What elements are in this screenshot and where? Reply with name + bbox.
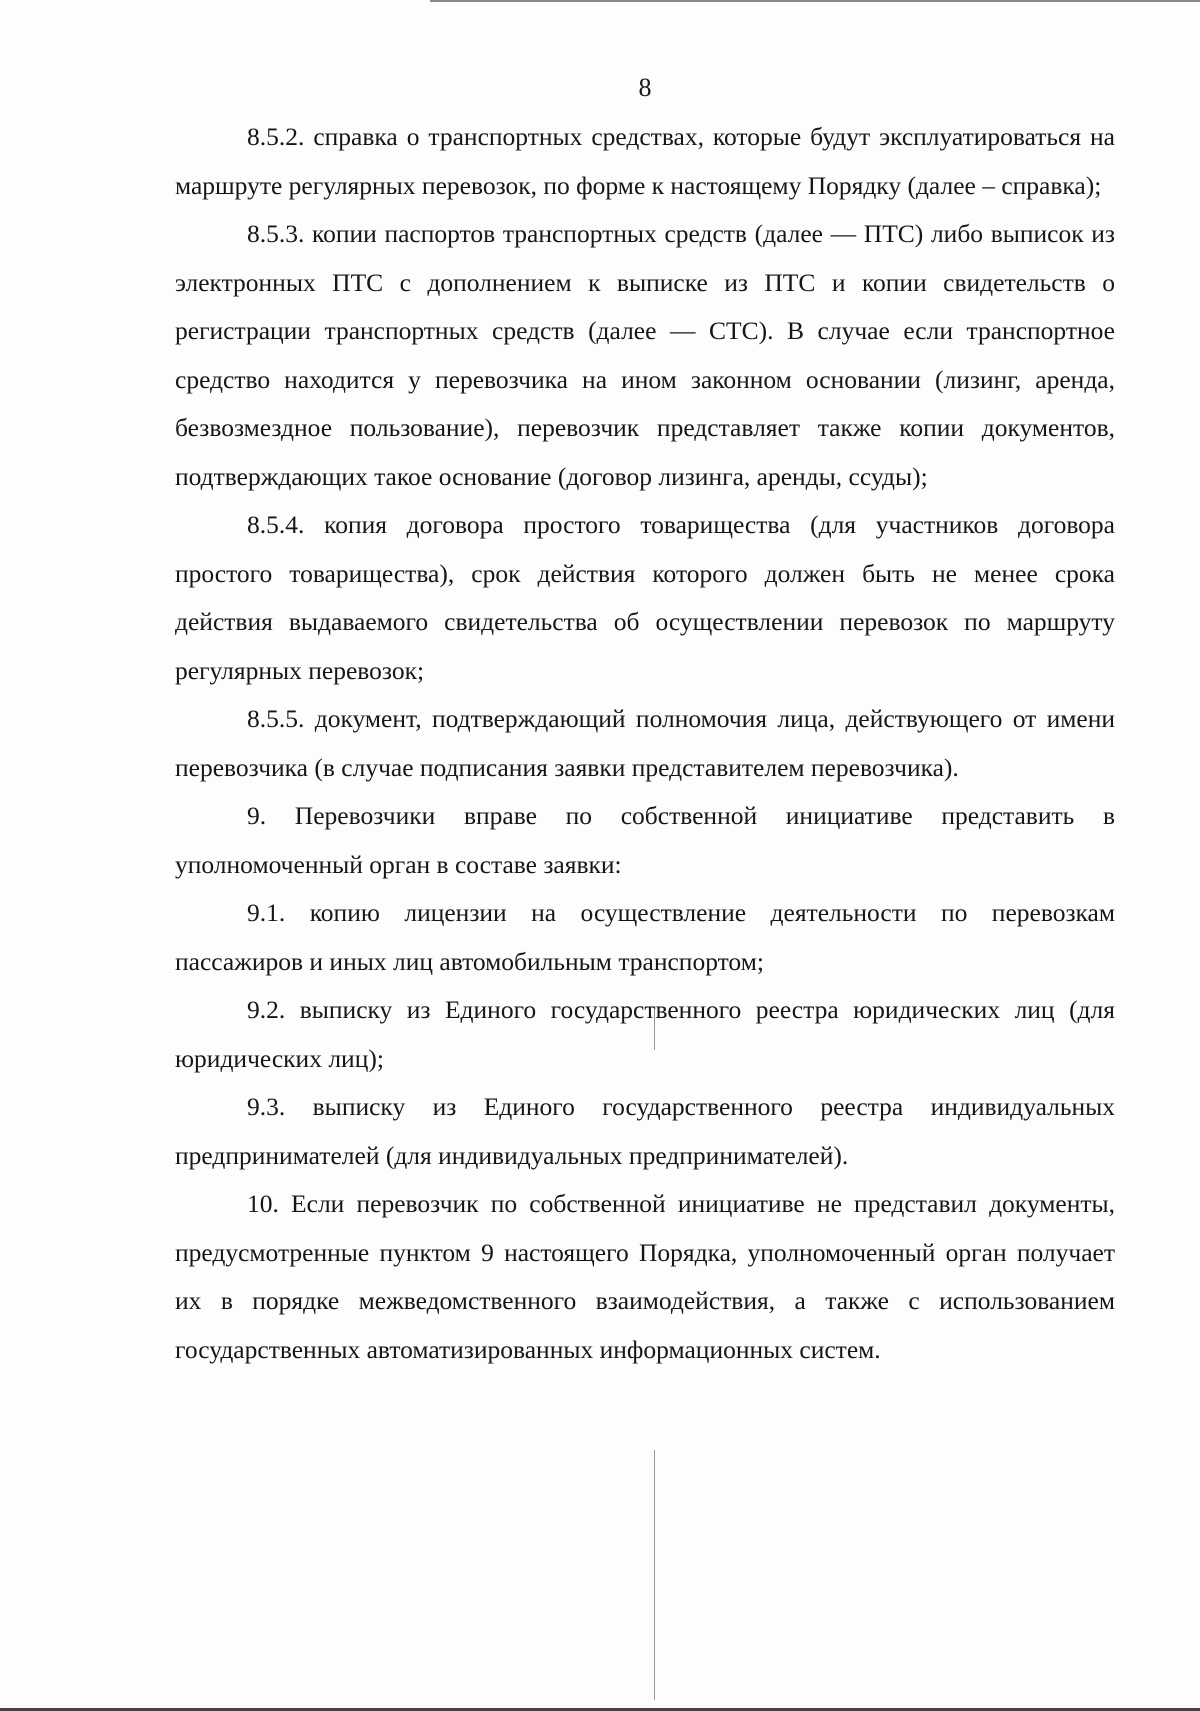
paragraph-8-5-5: 8.5.5. документ, подтверждающий полномочия лица, действующего от имени перевозчика (в случае подписания заявки представителем перевозчика).	[175, 704, 1115, 782]
paragraph-8-5-2: 8.5.2. справка о транспортных средствах, которые будут эксплуатироваться на маршруте регулярных перевозок, по форме к настоящему Порядку (далее – справка);	[175, 122, 1115, 200]
scan-top-edge	[430, 0, 1200, 2]
paragraph-8-5-3: 8.5.3. копии паспортов транспортных средств (далее — ПТС) либо выписок из электронных ПТС с дополнением к выписке из ПТС и копии свидетельств о регистрации транспортных средств (далее — СТС). В случае если транспортное средство находится у перевозчика на ином законном основании (лизинг, аренда, безвозмездное пользование), перевозчик представляет также копии документов, подтверждающих такое основание (договор лизинга, аренды, ссуды);	[175, 219, 1115, 491]
paragraph-9-1: 9.1. копию лицензии на осуществление деятельности по перевозкам пассажиров и иных лиц автомобильным транспортом;	[175, 898, 1115, 976]
paragraph-9: 9. Перевозчики вправе по собственной инициативе представить в уполномоченный орган в составе заявки:	[175, 801, 1115, 879]
paragraph-9-3: 9.3. выписку из Единого государственного реестра индивидуальных предпринимателей (для индивидуальных предпринимателей).	[175, 1092, 1115, 1170]
paragraph-8-5-4: 8.5.4. копия договора простого товарищества (для участников договора простого товарищества), срок действия которого должен быть не менее срока действия выдаваемого свидетельства об осуществлении перевозок по маршруту регулярных перевозок;	[175, 510, 1115, 685]
document-body	[175, 113, 1115, 1374]
paragraph-10: 10. Если перевозчик по собственной инициативе не представил документы, предусмотренные пунктом 9 настоящего Порядка, уполномоченный орган получает их в порядке межведомственного взаимодействия, а также с использованием государственных автоматизированных информационных систем.	[175, 1189, 1115, 1364]
paragraph-9-2: 9.2. выписку из Единого государственного реестра юридических лиц (для юридических лиц);	[175, 995, 1115, 1073]
page-number: 8	[638, 73, 652, 102]
scan-artifact-line	[654, 1450, 655, 1700]
